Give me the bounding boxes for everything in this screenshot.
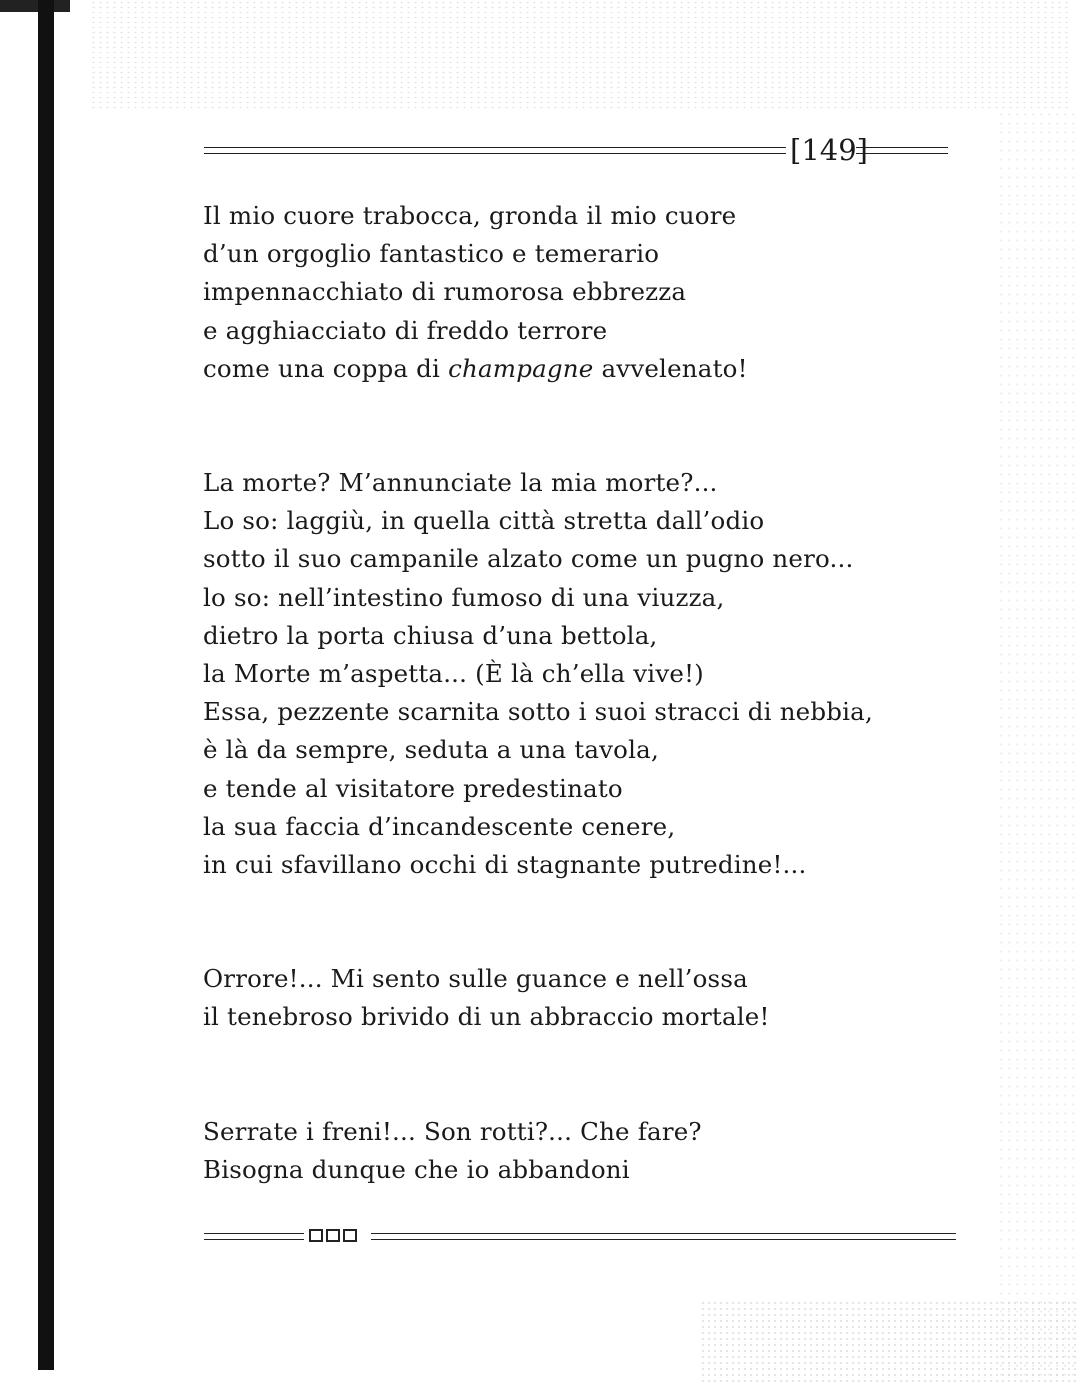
paper-speckle-top — [90, 0, 1070, 110]
poem-line: il tenebroso brivido di un abbraccio mortale! — [203, 1002, 770, 1032]
poem-line-text: come una coppa di — [203, 353, 449, 383]
header-rule-left — [204, 147, 786, 154]
poem-line: Bisogna dunque che io abbandoni — [203, 1154, 630, 1184]
page-number: [149] — [790, 133, 868, 167]
italic-word: champagne — [448, 353, 594, 383]
stanza — [203, 464, 963, 884]
stanza — [203, 197, 963, 388]
paper-speckle-right — [997, 110, 1077, 1380]
poem-line: Serrate i freni!... Son rotti?... Che fare? — [203, 1116, 702, 1146]
poem-line: la Morte m’aspetta... (È là ch’ella vive!) — [203, 659, 704, 689]
stanza — [203, 960, 963, 1036]
poem-line: Essa, pezzente scarnita sotto i suoi stracci di nebbia, — [203, 697, 873, 727]
ornament-boxes — [309, 1229, 357, 1242]
poem-line: Lo so: laggiù, in quella città stretta dall’odio — [203, 506, 765, 536]
poem-line-text: avvelenato! — [593, 353, 748, 383]
poem-line: sotto il suo campanile alzato come un pugno nero... — [203, 544, 854, 574]
ornament-box-icon — [326, 1229, 340, 1242]
stanza — [203, 1113, 963, 1189]
footer-rule-left — [204, 1233, 304, 1240]
poem-line: La morte? M’annunciate la mia morte?... — [203, 468, 718, 498]
ornament-box-icon — [309, 1229, 323, 1242]
poem-line — [203, 350, 963, 388]
poem-line: è là da sempre, seduta a una tavola, — [203, 735, 659, 765]
header-rule-right — [856, 147, 948, 154]
poem-line: dietro la porta chiusa d’una bettola, — [203, 620, 658, 650]
poem-line: impennacchiato di rumorosa ebbrezza — [203, 277, 687, 307]
binding-edge-top — [0, 0, 70, 12]
binding-edge — [38, 0, 54, 1370]
poem-line: e tende al visitatore predestinato — [203, 773, 623, 803]
poem-line: Il mio cuore trabocca, gronda il mio cuore — [203, 201, 737, 230]
footer-rule-right — [371, 1233, 956, 1240]
poem-line: lo so: nell’intestino fumoso di una viuzza, — [203, 582, 725, 612]
poem-line: e agghiacciato di freddo terrore — [203, 315, 608, 345]
poem-line: la sua faccia d’incandescente cenere, — [203, 811, 676, 841]
paper-speckle-bottom — [700, 1300, 1077, 1382]
poem-line: in cui sfavillano occhi di stagnante putredine!... — [203, 850, 807, 880]
poem-line: Orrore!... Mi sento sulle guance e nell’ossa — [203, 964, 748, 994]
ornament-box-icon — [343, 1229, 357, 1242]
poem-body — [203, 197, 963, 1265]
poem-line: d’un orgoglio fantastico e temerario — [203, 239, 660, 269]
